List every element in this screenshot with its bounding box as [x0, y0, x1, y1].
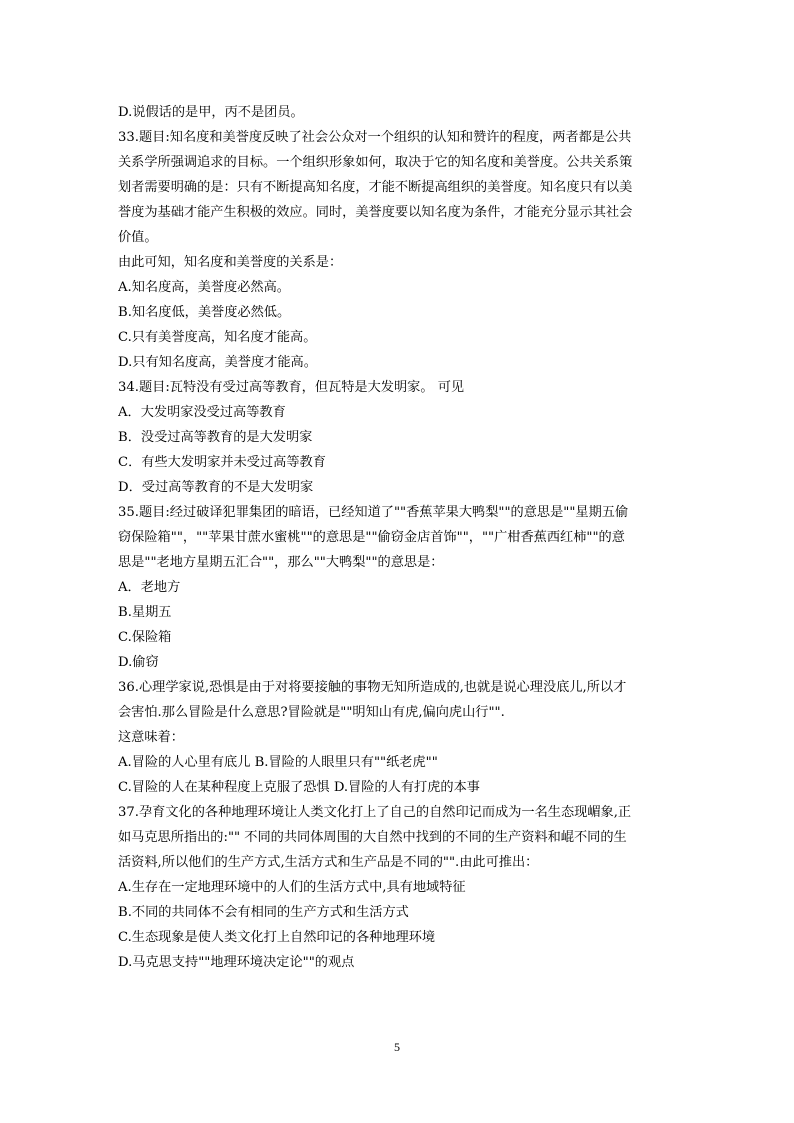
option-c: C．有些大发明家并未受过高等教育 [118, 455, 326, 470]
question-36-stem: 36.心理学家说,恐惧是由于对将要接触的事物无知所造成的,也就是说心理没底儿,所以才 [118, 680, 627, 695]
option-a: A．老地方 [118, 580, 181, 595]
text-line: D.说假话的是甲，丙不是团员。 [118, 105, 304, 120]
text-line: 窃保险箱""，""苹果甘蔗水蜜桃""的意思是""偷窃金店首饰""，""广柑香蕉西红柿""的意 [118, 530, 625, 545]
question-prompt: 由此可知，知名度和美誉度的关系是： [118, 255, 343, 270]
text-line: 思是""老地方星期五汇合""，那么""大鸭梨""的意思是： [118, 555, 444, 570]
option-c: C.只有美誉度高，知名度才能高。 [118, 330, 317, 345]
option-a: A.知名度高，美誉度必然高。 [118, 280, 290, 295]
option-a: A．大发明家没受过高等教育 [118, 405, 286, 420]
options-c-d: C.冒险的人在某种程度上克服了恐惧 D.冒险的人有打虎的本事 [118, 780, 480, 795]
option-c: C.保险箱 [118, 630, 172, 645]
page-number: 5 [394, 1040, 400, 1054]
text-line: 关系学所强调追求的目标。一个组织形象如何，取决于它的知名度和美誉度。公共关系策 [118, 155, 633, 170]
question-35-stem: 35.题目:经过破译犯罪集团的暗语，已经知道了""香蕉苹果大鸭梨""的意思是""星期五偷 [118, 505, 629, 520]
option-d: D.马克思支持""地理环境决定论""的观点 [118, 955, 355, 970]
question-37-stem: 37.孕育文化的各种地理环境让人类文化打上了自己的自然印记而成为一名生态现嵋象,正 [118, 805, 632, 820]
option-d: D．受过高等教育的不是大发明家 [118, 480, 314, 495]
option-d: D.只有知名度高，美誉度才能高。 [118, 355, 317, 370]
option-a: A.生存在一定地理环境中的人们的生活方式中,具有地域特征 [118, 880, 466, 895]
option-d: D.偷窃 [118, 655, 159, 670]
text-line: 会害怕.那么冒险是什么意思?冒险就是""明知山有虎,偏向虎山行"". [118, 705, 505, 720]
text-line: 如马克思所指出的:"" 不同的共同体周围的大自然中找到的不同的生产资料和崐不同的生 [118, 830, 627, 845]
text-line: 价值。 [118, 230, 158, 245]
question-prompt: 这意味着： [118, 730, 184, 745]
options-a-b: A.冒险的人心里有底儿 B.冒险的人眼里只有""纸老虎"" [118, 755, 438, 770]
document-body [118, 100, 678, 975]
option-b: B.星期五 [118, 605, 172, 620]
option-b: B．没受过高等教育的是大发明家 [118, 430, 313, 445]
text-line: 划者需要明确的是：只有不断提高知名度，才能不断提高组织的美誉度。知名度只有以美 [118, 180, 633, 195]
option-b: B.不同的共同体不会有相同的生产方式和生活方式 [118, 905, 409, 920]
text-line: 誉度为基础才能产生积极的效应。同时，美誉度要以知名度为条件，才能充分显示其社会 [118, 205, 633, 220]
question-34-stem: 34.题目:瓦特没有受过高等教育，但瓦特是大发明家。 可见 [118, 380, 465, 395]
option-b: B.知名度低，美誉度必然低。 [118, 305, 291, 320]
text-line: 活资料,所以他们的生产方式,生活方式和生产品是不同的"".由此可推出： [118, 855, 539, 870]
option-c: C.生态现象是使人类文化打上自然印记的各种地理环境 [118, 930, 436, 945]
question-33-stem: 33.题目:知名度和美誉度反映了社会公众对一个组织的认知和赞许的程度，两者都是公共 [118, 130, 632, 145]
